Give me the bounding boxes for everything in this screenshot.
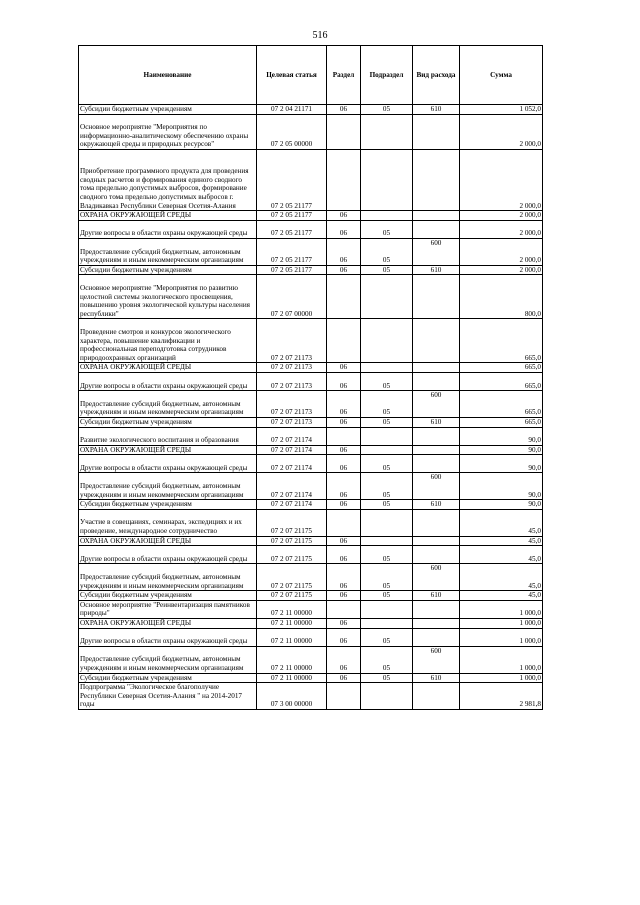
row-amount: 2 981,8 xyxy=(460,683,543,710)
row-expense-type xyxy=(413,427,460,445)
row-subsection: 05 xyxy=(361,546,413,564)
row-article: 07 2 07 21173 xyxy=(257,363,327,373)
row-subsection: 05 xyxy=(361,473,413,500)
row-subsection: 05 xyxy=(361,391,413,418)
row-expense-type xyxy=(413,114,460,149)
row-amount: 1 000,0 xyxy=(460,600,543,618)
table-row xyxy=(79,536,543,546)
table-row xyxy=(79,509,543,536)
table-row xyxy=(79,427,543,445)
row-section: 06 xyxy=(327,105,361,115)
row-subsection: 05 xyxy=(361,220,413,238)
row-article: 07 2 05 21177 xyxy=(257,211,327,221)
row-subsection xyxy=(361,114,413,149)
row-name: Основное мероприятие "Мероприятия по развитию целостной системы экологического просвещения, повышению уровня экологической культуры населения республики" xyxy=(79,275,257,319)
row-name: Субсидии бюджетным учреждениям xyxy=(79,265,257,275)
row-amount: 2 000,0 xyxy=(460,238,543,265)
row-amount: 1 000,0 xyxy=(460,646,543,673)
row-name: Предоставление субсидий бюджетным, автономным учреждениям и иным некоммерческим организациям xyxy=(79,646,257,673)
row-article: 07 2 05 21177 xyxy=(257,238,327,265)
row-subsection xyxy=(361,600,413,618)
table-row xyxy=(79,600,543,618)
row-article: 07 3 00 00000 xyxy=(257,683,327,710)
row-article: 07 2 07 21173 xyxy=(257,372,327,390)
row-expense-type xyxy=(413,546,460,564)
row-expense-type: 600 xyxy=(413,473,460,500)
table-row xyxy=(79,445,543,455)
row-amount: 90,0 xyxy=(460,427,543,445)
row-name: Развитие экологического воспитания и образования xyxy=(79,427,257,445)
row-article: 07 2 04 21171 xyxy=(257,105,327,115)
row-article: 07 2 11 00000 xyxy=(257,673,327,683)
row-name: Субсидии бюджетным учреждениям xyxy=(79,500,257,510)
row-article: 07 2 11 00000 xyxy=(257,646,327,673)
table-row xyxy=(79,619,543,629)
table-row xyxy=(79,114,543,149)
row-subsection xyxy=(361,275,413,319)
row-article: 07 2 07 21174 xyxy=(257,473,327,500)
row-expense-type xyxy=(413,372,460,390)
row-article: 07 2 05 21177 xyxy=(257,149,327,210)
row-subsection: 05 xyxy=(361,238,413,265)
table-row xyxy=(79,546,543,564)
row-name: Предоставление субсидий бюджетным, автономным учреждениям и иным некоммерческим организациям xyxy=(79,391,257,418)
row-name: Другие вопросы в области охраны окружающей среды xyxy=(79,220,257,238)
row-expense-type xyxy=(413,445,460,455)
row-subsection: 05 xyxy=(361,372,413,390)
table-row xyxy=(79,473,543,500)
row-section: 06 xyxy=(327,220,361,238)
table-row xyxy=(79,220,543,238)
row-subsection xyxy=(361,211,413,221)
row-subsection: 05 xyxy=(361,646,413,673)
row-expense-type: 610 xyxy=(413,591,460,601)
row-expense-type xyxy=(413,619,460,629)
row-expense-type xyxy=(413,683,460,710)
row-article: 07 2 07 00000 xyxy=(257,275,327,319)
row-name: Предоставление субсидий бюджетным, автономным учреждениям и иным некоммерческим организациям xyxy=(79,473,257,500)
table-row xyxy=(79,564,543,591)
row-subsection xyxy=(361,319,413,363)
row-subsection xyxy=(361,427,413,445)
row-name: Подпрограмма "Экологическое благополучие Республики Северная Осетия-Алания " на 2014-2017 годы xyxy=(79,683,257,710)
table-row xyxy=(79,683,543,710)
table-row xyxy=(79,265,543,275)
row-subsection: 05 xyxy=(361,265,413,275)
row-amount: 1 000,0 xyxy=(460,619,543,629)
row-section xyxy=(327,427,361,445)
table-row xyxy=(79,105,543,115)
row-amount: 2 000,0 xyxy=(460,265,543,275)
row-section: 06 xyxy=(327,211,361,221)
row-expense-type xyxy=(413,275,460,319)
row-section: 06 xyxy=(327,417,361,427)
row-article: 07 2 07 21174 xyxy=(257,455,327,473)
header-section: Раздел xyxy=(327,46,361,105)
row-amount: 1 000,0 xyxy=(460,673,543,683)
row-article: 07 2 07 21175 xyxy=(257,536,327,546)
table-header-row xyxy=(79,46,543,105)
header-name: Наименование xyxy=(79,46,257,105)
row-name: Основное мероприятие "Реинвентаризация памятников природы" xyxy=(79,600,257,618)
row-expense-type xyxy=(413,220,460,238)
row-subsection xyxy=(361,619,413,629)
row-section: 06 xyxy=(327,628,361,646)
row-name: ОХРАНА ОКРУЖАЮЩЕЙ СРЕДЫ xyxy=(79,211,257,221)
row-amount: 1 000,0 xyxy=(460,628,543,646)
row-article: 07 2 07 21174 xyxy=(257,445,327,455)
table-row xyxy=(79,275,543,319)
row-section: 06 xyxy=(327,546,361,564)
row-article: 07 2 11 00000 xyxy=(257,600,327,618)
row-section: 06 xyxy=(327,536,361,546)
row-name: Субсидии бюджетным учреждениям xyxy=(79,417,257,427)
row-name: Субсидии бюджетным учреждениям xyxy=(79,673,257,683)
row-section xyxy=(327,319,361,363)
table-row xyxy=(79,211,543,221)
row-expense-type xyxy=(413,319,460,363)
row-article: 07 2 11 00000 xyxy=(257,619,327,629)
table-row xyxy=(79,372,543,390)
row-article: 07 2 07 21174 xyxy=(257,427,327,445)
row-section: 06 xyxy=(327,238,361,265)
table-row xyxy=(79,500,543,510)
row-subsection: 05 xyxy=(361,628,413,646)
row-section: 06 xyxy=(327,564,361,591)
row-amount: 1 052,0 xyxy=(460,105,543,115)
table-row xyxy=(79,673,543,683)
row-name: Другие вопросы в области охраны окружающей среды xyxy=(79,455,257,473)
header-expense-type: Вид расхода xyxy=(413,46,460,105)
row-amount: 45,0 xyxy=(460,509,543,536)
row-name: ОХРАНА ОКРУЖАЮЩЕЙ СРЕДЫ xyxy=(79,536,257,546)
row-subsection: 05 xyxy=(361,591,413,601)
row-article: 07 2 11 00000 xyxy=(257,628,327,646)
row-section: 06 xyxy=(327,455,361,473)
row-subsection xyxy=(361,536,413,546)
row-section xyxy=(327,114,361,149)
row-expense-type: 600 xyxy=(413,238,460,265)
table-row xyxy=(79,319,543,363)
table-row xyxy=(79,363,543,373)
row-subsection xyxy=(361,509,413,536)
row-name: Предоставление субсидий бюджетным, автономным учреждениям и иным некоммерческим организациям xyxy=(79,564,257,591)
row-amount: 90,0 xyxy=(460,473,543,500)
row-amount: 2 000,0 xyxy=(460,220,543,238)
header-article: Целевая статья xyxy=(257,46,327,105)
row-expense-type: 610 xyxy=(413,265,460,275)
row-name: Проведение смотров и конкурсов экологического характера, повышение квалификации и профессиональная переподготовка сотрудников природоохранных организаций xyxy=(79,319,257,363)
row-amount: 665,0 xyxy=(460,391,543,418)
row-expense-type xyxy=(413,536,460,546)
table-row xyxy=(79,391,543,418)
row-amount: 90,0 xyxy=(460,455,543,473)
row-subsection: 05 xyxy=(361,417,413,427)
header-amount: Сумма xyxy=(460,46,543,105)
row-article: 07 2 07 21173 xyxy=(257,319,327,363)
row-subsection: 05 xyxy=(361,105,413,115)
row-section: 06 xyxy=(327,363,361,373)
row-section: 06 xyxy=(327,391,361,418)
row-expense-type: 600 xyxy=(413,564,460,591)
row-article: 07 2 07 21175 xyxy=(257,546,327,564)
row-name: Предоставление субсидий бюджетным, автономным учреждениям и иным некоммерческим организациям xyxy=(79,238,257,265)
row-subsection: 05 xyxy=(361,500,413,510)
row-article: 07 2 07 21174 xyxy=(257,500,327,510)
row-article: 07 2 07 21175 xyxy=(257,591,327,601)
row-amount: 665,0 xyxy=(460,417,543,427)
row-article: 07 2 07 21173 xyxy=(257,391,327,418)
row-section: 06 xyxy=(327,646,361,673)
row-name: Участие в совещаниях, семинарах, экспедициях и их проведение, международное сотрудничество xyxy=(79,509,257,536)
header-subsection: Подраздел xyxy=(361,46,413,105)
row-article: 07 2 05 21177 xyxy=(257,220,327,238)
row-article: 07 2 07 21175 xyxy=(257,509,327,536)
row-expense-type xyxy=(413,600,460,618)
row-amount: 2 000,0 xyxy=(460,149,543,210)
row-expense-type: 610 xyxy=(413,673,460,683)
row-subsection xyxy=(361,683,413,710)
row-expense-type: 610 xyxy=(413,417,460,427)
table-row xyxy=(79,238,543,265)
row-expense-type: 610 xyxy=(413,500,460,510)
row-amount: 45,0 xyxy=(460,536,543,546)
row-section xyxy=(327,600,361,618)
row-subsection xyxy=(361,363,413,373)
row-article: 07 2 07 21175 xyxy=(257,564,327,591)
row-section xyxy=(327,509,361,536)
row-section xyxy=(327,275,361,319)
row-expense-type: 600 xyxy=(413,646,460,673)
row-subsection: 05 xyxy=(361,564,413,591)
row-section: 06 xyxy=(327,500,361,510)
row-name: Другие вопросы в области охраны окружающей среды xyxy=(79,546,257,564)
row-expense-type xyxy=(413,149,460,210)
row-amount: 665,0 xyxy=(460,372,543,390)
row-expense-type: 600 xyxy=(413,391,460,418)
row-name: Другие вопросы в области охраны окружающей среды xyxy=(79,372,257,390)
row-amount: 45,0 xyxy=(460,546,543,564)
row-name: Приобретение программного продукта для проведения сводных расчетов и формирования единого сводного тома предельно допустимых выбросов, формирование сводного тома предельно допустимых выбросов г. Владикавказ Республики Северная Осетия-Алания xyxy=(79,149,257,210)
table-row xyxy=(79,646,543,673)
row-name: ОХРАНА ОКРУЖАЮЩЕЙ СРЕДЫ xyxy=(79,619,257,629)
row-name: Основное мероприятие "Мероприятия по информационно-аналитическому обеспечению охраны окружающей среды и природных ресурсов" xyxy=(79,114,257,149)
row-name: Субсидии бюджетным учреждениям xyxy=(79,105,257,115)
row-amount: 45,0 xyxy=(460,564,543,591)
row-subsection xyxy=(361,149,413,210)
row-section: 06 xyxy=(327,673,361,683)
row-section: 06 xyxy=(327,265,361,275)
table-row xyxy=(79,417,543,427)
row-name: ОХРАНА ОКРУЖАЮЩЕЙ СРЕДЫ xyxy=(79,363,257,373)
row-article: 07 2 05 21177 xyxy=(257,265,327,275)
budget-table xyxy=(78,45,543,710)
row-name: Субсидии бюджетным учреждениям xyxy=(79,591,257,601)
row-expense-type xyxy=(413,211,460,221)
table-row xyxy=(79,149,543,210)
row-article: 07 2 05 00000 xyxy=(257,114,327,149)
row-section: 06 xyxy=(327,372,361,390)
row-subsection: 05 xyxy=(361,455,413,473)
row-expense-type: 610 xyxy=(413,105,460,115)
row-expense-type xyxy=(413,363,460,373)
row-section: 06 xyxy=(327,445,361,455)
row-amount: 2 000,0 xyxy=(460,211,543,221)
row-name: ОХРАНА ОКРУЖАЮЩЕЙ СРЕДЫ xyxy=(79,445,257,455)
row-amount: 90,0 xyxy=(460,445,543,455)
row-name: Другие вопросы в области охраны окружающей среды xyxy=(79,628,257,646)
row-amount: 800,0 xyxy=(460,275,543,319)
row-expense-type xyxy=(413,628,460,646)
row-amount: 2 000,0 xyxy=(460,114,543,149)
table-row xyxy=(79,628,543,646)
row-amount: 665,0 xyxy=(460,319,543,363)
row-section: 06 xyxy=(327,473,361,500)
row-subsection xyxy=(361,445,413,455)
row-subsection: 05 xyxy=(361,673,413,683)
table-row xyxy=(79,455,543,473)
row-amount: 665,0 xyxy=(460,363,543,373)
row-amount: 45,0 xyxy=(460,591,543,601)
row-section: 06 xyxy=(327,619,361,629)
row-expense-type xyxy=(413,509,460,536)
row-section xyxy=(327,149,361,210)
row-amount: 90,0 xyxy=(460,500,543,510)
table-row xyxy=(79,591,543,601)
row-section: 06 xyxy=(327,591,361,601)
row-section xyxy=(327,683,361,710)
row-expense-type xyxy=(413,455,460,473)
row-article: 07 2 07 21173 xyxy=(257,417,327,427)
page-number: 516 xyxy=(312,30,328,41)
